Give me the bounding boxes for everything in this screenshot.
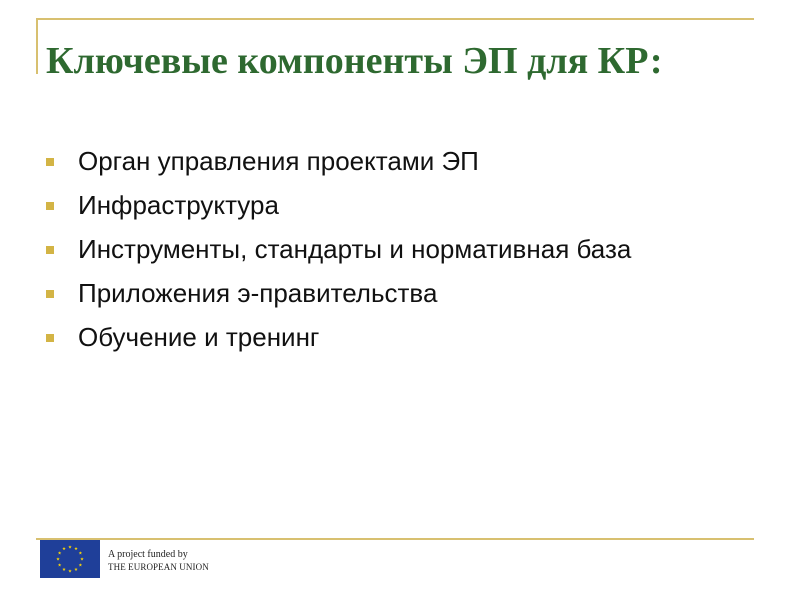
bullet-square-icon — [46, 290, 54, 298]
bullet-item — [46, 320, 746, 354]
top-accent-line — [36, 18, 754, 20]
bullet-text: Орган управления проектами ЭП — [78, 146, 479, 176]
bullet-square-icon — [46, 158, 54, 166]
bullet-text: Обучение и тренинг — [78, 322, 320, 352]
eu-flag-icon — [40, 540, 100, 578]
footer-line1: A project funded by — [108, 549, 188, 560]
slide-title: Ключевые компоненты ЭП для КР: — [46, 40, 663, 82]
bullet-text: Инфраструктура — [78, 190, 279, 220]
footer — [40, 540, 230, 580]
top-left-accent-line — [36, 18, 38, 74]
bullet-square-icon — [46, 202, 54, 210]
footer-line2: THE EUROPEAN UNION — [108, 562, 209, 572]
bullet-square-icon — [46, 246, 54, 254]
bullet-item — [46, 188, 746, 222]
bullet-item — [46, 232, 746, 266]
footer-text — [106, 548, 211, 574]
bullet-item — [46, 144, 746, 178]
bullet-item — [46, 276, 746, 310]
bullet-text: Инструменты, стандарты и нормативная база — [78, 234, 632, 264]
bullet-list — [46, 144, 746, 364]
bullet-square-icon — [46, 334, 54, 342]
bullet-text: Приложения э-правительства — [78, 278, 438, 308]
